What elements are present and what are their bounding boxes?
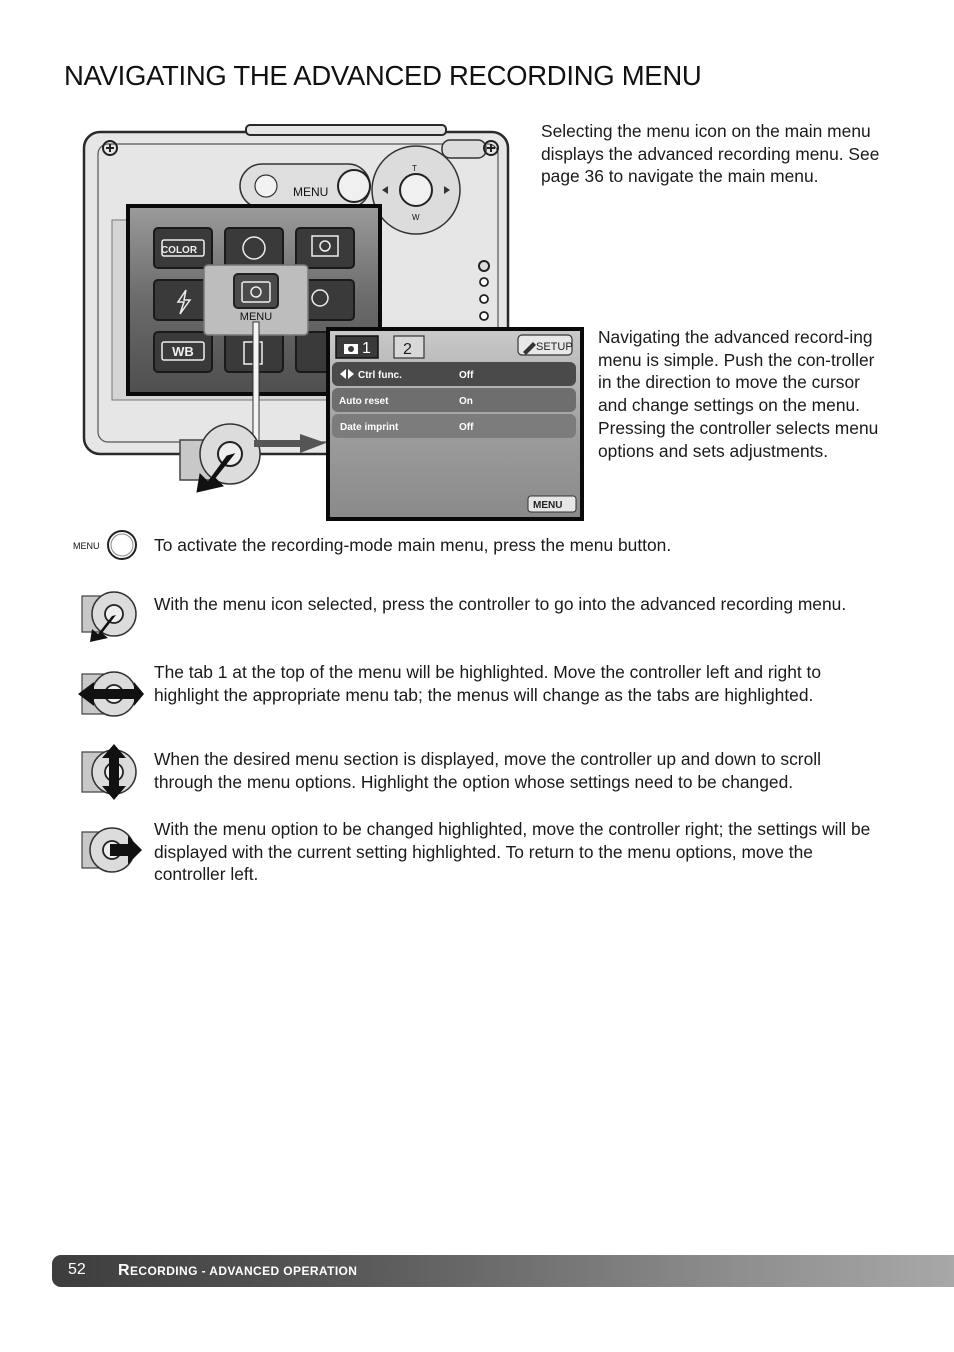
row-label: Date imprint	[340, 422, 399, 433]
step-text-5: With the menu option to be changed highlighted, move the controller right; the settings will be displayed with the current setting highlighted. To return to the menu options, move the controller left.	[154, 819, 871, 885]
step-text-4: When the desired menu section is displayed, move the controller up and down to scroll through the menu options. Highlight the option whose settings need to be changed.	[154, 749, 822, 792]
intro-paragraph-2: Navigating the advanced record-ing menu is simple. Push the con-troller in the direction to move the cursor and change settings on the menu. Pressing the controller selects menu options and sets adjustments.	[598, 327, 879, 461]
menu-button-label: MENU	[293, 185, 329, 199]
tab-1-label: 1	[362, 340, 371, 357]
menu-button-icon	[72, 515, 144, 575]
intro-paragraph-1: Selecting the menu icon on the main menu displays the advanced recording menu. See page 36 to navigate the main menu.	[541, 121, 880, 187]
menu-icon-text: MENU	[73, 541, 100, 551]
dial-t-label: T	[412, 164, 417, 173]
color-icon-label: COLOR	[160, 245, 198, 256]
tab-2-label: 2	[403, 341, 412, 358]
row-label: Auto reset	[339, 396, 389, 407]
controller-press-icon	[72, 584, 144, 644]
section-title: RECORDING - ADVANCED OPERATION	[118, 1262, 358, 1279]
step-text-1: To activate the recording-mode main menu, press the menu button.	[154, 535, 672, 555]
camera-menu-illustration	[82, 122, 592, 524]
page-title: NAVIGATING THE ADVANCED RECORDING MENU	[64, 60, 702, 91]
menu-return-label: MENU	[533, 500, 563, 511]
row-value: On	[459, 396, 473, 407]
menu-icon-label: MENU	[239, 311, 273, 323]
controller-right-icon	[72, 820, 144, 880]
row-label: Ctrl func.	[358, 370, 402, 381]
page-number: 52	[68, 1261, 86, 1278]
setup-label: SETUP	[536, 341, 573, 353]
wb-icon-label: WB	[172, 344, 194, 359]
step-text-3: The tab 1 at the top of the menu will be highlighted. Move the controller left and right to highlight the appropriate menu tab; the menus will change as the tabs are highlighted.	[154, 662, 822, 705]
dial-w-label: W	[412, 213, 420, 222]
controller-left-right-icon	[72, 664, 144, 724]
row-value: Off	[459, 422, 474, 433]
step-text-2: With the menu icon selected, press the controller to go into the advanced recording menu.	[154, 594, 847, 614]
controller-up-down-icon	[72, 742, 144, 802]
row-value: Off	[459, 370, 474, 381]
